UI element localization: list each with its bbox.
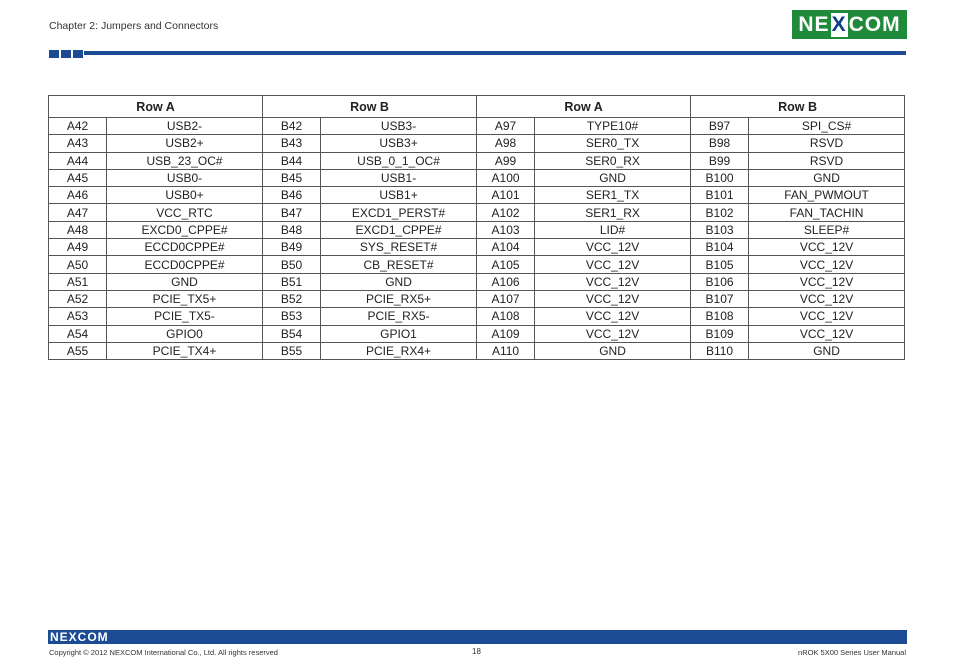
column-header: Row A xyxy=(49,96,263,118)
signal-name-cell: SER0_RX xyxy=(535,152,691,169)
pin-number-cell: B54 xyxy=(263,325,321,342)
signal-name-cell: SLEEP# xyxy=(749,221,905,238)
signal-name-cell: FAN_PWMOUT xyxy=(749,187,905,204)
pin-number-cell: A55 xyxy=(49,342,107,359)
signal-name-cell: SER1_TX xyxy=(535,187,691,204)
pin-number-cell: B98 xyxy=(691,135,749,152)
signal-name-cell: GPIO1 xyxy=(321,325,477,342)
column-header: Row A xyxy=(477,96,691,118)
pin-number-cell: A99 xyxy=(477,152,535,169)
table-row xyxy=(49,187,905,204)
pin-number-cell: B106 xyxy=(691,273,749,290)
pin-number-cell: B109 xyxy=(691,325,749,342)
pin-number-cell: A101 xyxy=(477,187,535,204)
pin-number-cell: A42 xyxy=(49,118,107,135)
signal-name-cell: GPIO0 xyxy=(107,325,263,342)
pin-number-cell: B107 xyxy=(691,290,749,307)
signal-name-cell: PCIE_RX5+ xyxy=(321,290,477,307)
header-square xyxy=(73,50,83,58)
signal-name-cell: LID# xyxy=(535,221,691,238)
page-number: 18 xyxy=(472,647,481,656)
signal-name-cell: PCIE_TX4+ xyxy=(107,342,263,359)
pin-number-cell: A52 xyxy=(49,290,107,307)
column-header: Row B xyxy=(263,96,477,118)
signal-name-cell: VCC_12V xyxy=(535,273,691,290)
header-square xyxy=(61,50,71,58)
pin-number-cell: B101 xyxy=(691,187,749,204)
signal-name-cell: VCC_12V xyxy=(749,256,905,273)
signal-name-cell: VCC_12V xyxy=(535,308,691,325)
pin-number-cell: B44 xyxy=(263,152,321,169)
table-row xyxy=(49,308,905,325)
signal-name-cell: GND xyxy=(749,169,905,186)
pin-number-cell: A105 xyxy=(477,256,535,273)
signal-name-cell: GND xyxy=(535,169,691,186)
signal-name-cell: PCIE_RX4+ xyxy=(321,342,477,359)
signal-name-cell: VCC_12V xyxy=(535,239,691,256)
pin-number-cell: A47 xyxy=(49,204,107,221)
signal-name-cell: GND xyxy=(107,273,263,290)
chapter-title: Chapter 2: Jumpers and Connectors xyxy=(49,20,219,32)
signal-name-cell: USB2+ xyxy=(107,135,263,152)
pin-number-cell: A108 xyxy=(477,308,535,325)
pin-number-cell: A103 xyxy=(477,221,535,238)
signal-name-cell: VCC_12V xyxy=(535,325,691,342)
pin-number-cell: A107 xyxy=(477,290,535,307)
signal-name-cell: VCC_RTC xyxy=(107,204,263,221)
pin-number-cell: B55 xyxy=(263,342,321,359)
pin-number-cell: B49 xyxy=(263,239,321,256)
signal-name-cell: ECCD0CPPE# xyxy=(107,256,263,273)
header-rule xyxy=(84,51,906,55)
pin-number-cell: A50 xyxy=(49,256,107,273)
signal-name-cell: SPI_CS# xyxy=(749,118,905,135)
signal-name-cell: TYPE10# xyxy=(535,118,691,135)
table-row xyxy=(49,239,905,256)
signal-name-cell: USB2- xyxy=(107,118,263,135)
pin-number-cell: B53 xyxy=(263,308,321,325)
signal-name-cell: USB_0_1_OC# xyxy=(321,152,477,169)
pin-number-cell: B51 xyxy=(263,273,321,290)
pin-assignment-table xyxy=(48,95,905,360)
table-header-row xyxy=(49,96,905,118)
signal-name-cell: GND xyxy=(749,342,905,359)
pin-number-cell: B103 xyxy=(691,221,749,238)
logo-text-com: COM xyxy=(848,12,901,36)
signal-name-cell: VCC_12V xyxy=(749,308,905,325)
footer-bar xyxy=(48,630,907,644)
pin-number-cell: A49 xyxy=(49,239,107,256)
signal-name-cell: USB0- xyxy=(107,169,263,186)
signal-name-cell: PCIE_TX5+ xyxy=(107,290,263,307)
signal-name-cell: PCIE_RX5- xyxy=(321,308,477,325)
pin-number-cell: B50 xyxy=(263,256,321,273)
table-row xyxy=(49,204,905,221)
table-row xyxy=(49,290,905,307)
signal-name-cell: SER0_TX xyxy=(535,135,691,152)
pin-number-cell: B100 xyxy=(691,169,749,186)
pin-number-cell: A104 xyxy=(477,239,535,256)
pin-number-cell: A48 xyxy=(49,221,107,238)
signal-name-cell: RSVD xyxy=(749,135,905,152)
signal-name-cell: VCC_12V xyxy=(749,239,905,256)
pin-number-cell: B46 xyxy=(263,187,321,204)
column-header: Row B xyxy=(691,96,905,118)
signal-name-cell: VCC_12V xyxy=(535,290,691,307)
nexcom-logo xyxy=(792,10,907,39)
copyright-text: Copyright © 2012 NEXCOM International Co., Ltd. All rights reserved xyxy=(49,648,278,657)
pin-number-cell: A97 xyxy=(477,118,535,135)
pin-number-cell: A45 xyxy=(49,169,107,186)
signal-name-cell: USB_23_OC# xyxy=(107,152,263,169)
signal-name-cell: RSVD xyxy=(749,152,905,169)
pin-number-cell: B104 xyxy=(691,239,749,256)
pin-number-cell: A43 xyxy=(49,135,107,152)
signal-name-cell: VCC_12V xyxy=(535,256,691,273)
footer-logo: NEXCOM xyxy=(50,630,109,644)
signal-name-cell: VCC_12V xyxy=(749,290,905,307)
logo-text-x: X xyxy=(831,12,847,36)
signal-name-cell: USB0+ xyxy=(107,187,263,204)
signal-name-cell: USB3+ xyxy=(321,135,477,152)
logo-text-ne: NE xyxy=(798,12,830,36)
pin-number-cell: B43 xyxy=(263,135,321,152)
signal-name-cell: EXCD0_CPPE# xyxy=(107,221,263,238)
table-row xyxy=(49,256,905,273)
pin-number-cell: B47 xyxy=(263,204,321,221)
pin-number-cell: B108 xyxy=(691,308,749,325)
signal-name-cell: EXCD1_PERST# xyxy=(321,204,477,221)
signal-name-cell: SYS_RESET# xyxy=(321,239,477,256)
pin-number-cell: A51 xyxy=(49,273,107,290)
signal-name-cell: USB3- xyxy=(321,118,477,135)
pin-number-cell: B42 xyxy=(263,118,321,135)
signal-name-cell: ECCD0CPPE# xyxy=(107,239,263,256)
signal-name-cell: SER1_RX xyxy=(535,204,691,221)
signal-name-cell: GND xyxy=(321,273,477,290)
pin-number-cell: B48 xyxy=(263,221,321,238)
signal-name-cell: USB1+ xyxy=(321,187,477,204)
header-square xyxy=(49,50,59,58)
pin-number-cell: A54 xyxy=(49,325,107,342)
pin-number-cell: B97 xyxy=(691,118,749,135)
pin-number-cell: A102 xyxy=(477,204,535,221)
pin-number-cell: A98 xyxy=(477,135,535,152)
table-row xyxy=(49,273,905,290)
manual-title: nROK 5X00 Series User Manual xyxy=(798,648,906,657)
pin-number-cell: A53 xyxy=(49,308,107,325)
pin-number-cell: A44 xyxy=(49,152,107,169)
pin-number-cell: B52 xyxy=(263,290,321,307)
table-row xyxy=(49,135,905,152)
pin-number-cell: A46 xyxy=(49,187,107,204)
table-row xyxy=(49,221,905,238)
table-row xyxy=(49,342,905,359)
pin-number-cell: B99 xyxy=(691,152,749,169)
signal-name-cell: USB1- xyxy=(321,169,477,186)
table-row xyxy=(49,325,905,342)
table-row xyxy=(49,169,905,186)
signal-name-cell: CB_RESET# xyxy=(321,256,477,273)
pin-number-cell: B45 xyxy=(263,169,321,186)
table-row xyxy=(49,152,905,169)
pin-number-cell: A106 xyxy=(477,273,535,290)
signal-name-cell: PCIE_TX5- xyxy=(107,308,263,325)
pin-number-cell: A110 xyxy=(477,342,535,359)
pin-number-cell: B105 xyxy=(691,256,749,273)
pin-number-cell: B110 xyxy=(691,342,749,359)
table-row xyxy=(49,118,905,135)
pin-number-cell: A109 xyxy=(477,325,535,342)
table-body xyxy=(49,118,905,360)
signal-name-cell: VCC_12V xyxy=(749,325,905,342)
header-squares-decoration xyxy=(49,50,83,58)
signal-name-cell: GND xyxy=(535,342,691,359)
signal-name-cell: EXCD1_CPPE# xyxy=(321,221,477,238)
signal-name-cell: FAN_TACHIN xyxy=(749,204,905,221)
pin-number-cell: A100 xyxy=(477,169,535,186)
signal-name-cell: VCC_12V xyxy=(749,273,905,290)
pin-number-cell: B102 xyxy=(691,204,749,221)
